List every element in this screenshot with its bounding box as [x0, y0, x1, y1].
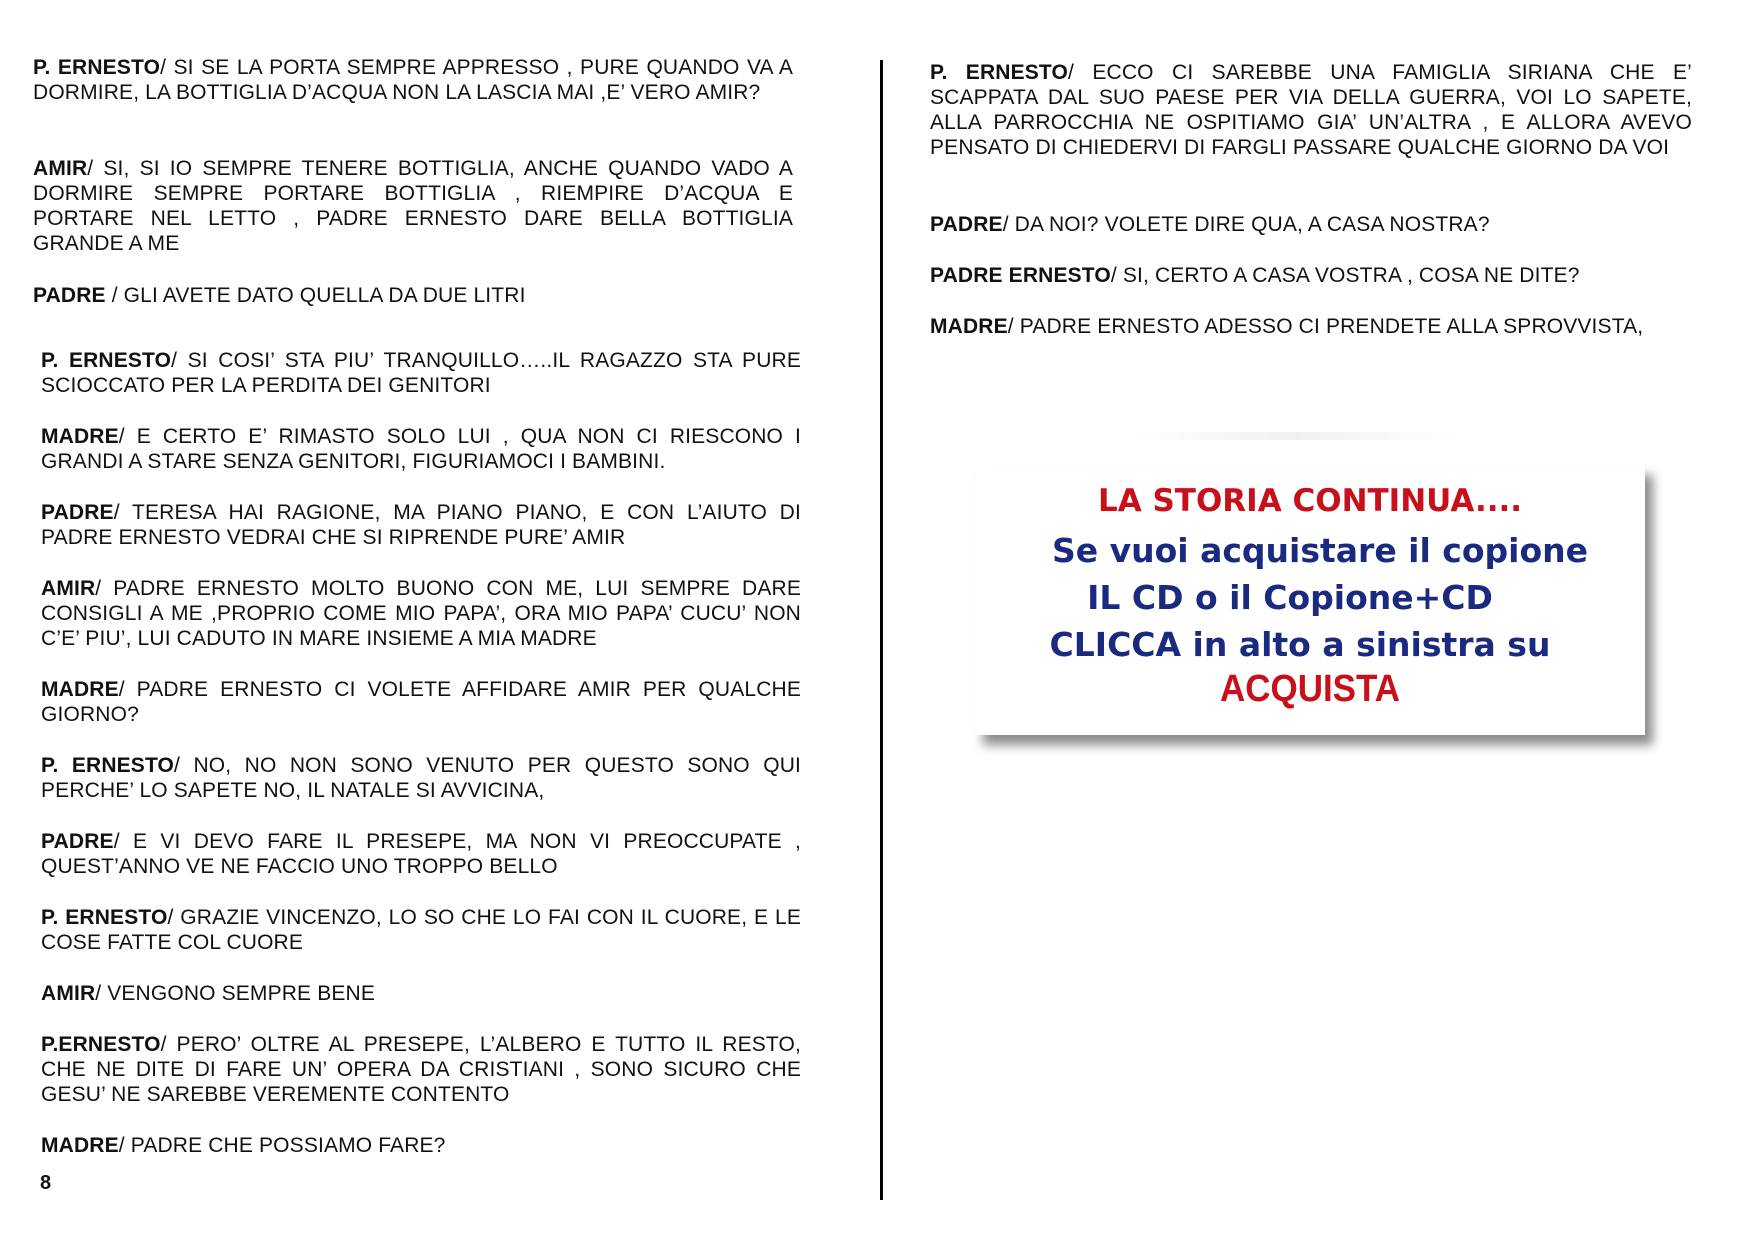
- dialogue-line: [930, 314, 1692, 339]
- dialogue-text: / SI, SI IO SEMPRE TENERE BOTTIGLIA, ANCHE QUANDO VADO A DORMIRE SEMPRE PORTARE BOTTIGLIA , RIEMPIRE D’ACQUA E PORTARE NEL LETTO , PADRE ERNESTO DARE BELLA BOTTIGLIA GRANDE A ME: [33, 157, 793, 255]
- dialogue-line: [41, 753, 801, 803]
- dialogue-text: / ECCO CI SAREBBE UNA FAMIGLIA SIRIANA CHE E’ SCAPPATA DAL SUO PAESE PER VIA DELLA GUERRA, VOI LO SAPETE, ALLA PARROCCHIA NE OSPITIAMO GIA’ UN’ALTRA , E ALLORA AVEVO PENSATO DI CHIEDERVI DI FARGLI PASSARE QUALCHE GIORNO DA VOI: [930, 61, 1693, 159]
- speaker-name: PADRE: [41, 501, 114, 524]
- speaker-name: MADRE: [41, 425, 119, 448]
- dialogue-line: [41, 1133, 801, 1158]
- dialogue-text: / DA NOI? VOLETE DIRE QUA, A CASA NOSTRA?: [1002, 213, 1490, 236]
- faint-scan-artifact: [1130, 432, 1460, 440]
- dialogue-text: / SI COSI’ STA PIU’ TRANQUILLO…..IL RAGAZZO STA PURE SCIOCCATO PER LA PERDITA DEI GENITORI: [41, 349, 801, 397]
- dialogue-text: / PADRE ERNESTO CI VOLETE AFFIDARE AMIR PER QUALCHE GIORNO?: [41, 678, 801, 726]
- speaker-name: P. ERNESTO: [41, 754, 175, 777]
- purchase-promo-banner[interactable]: [975, 465, 1645, 735]
- dialogue-text: / SI, CERTO A CASA VOSTRA , COSA NE DITE?: [1110, 264, 1580, 287]
- dialogue-line: [33, 55, 793, 105]
- dialogue-text: / GRAZIE VINCENZO, LO SO CHE LO FAI CON IL CUORE, E LE COSE FATTE COL CUORE: [41, 906, 801, 954]
- dialogue-text: / TERESA HAI RAGIONE, MA PIANO PIANO, E CON L’AIUTO DI PADRE ERNESTO VEDRAI CHE SI RIPRENDE PURE’ AMIR: [41, 501, 801, 549]
- dialogue-line: [930, 263, 1692, 288]
- speaker-name: P. ERNESTO: [930, 61, 1068, 84]
- dialogue-text: / PADRE ERNESTO MOLTO BUONO CON ME, LUI SEMPRE DARE CONSIGLI A ME ,PROPRIO COME MIO PAPA’, ORA MIO PAPA’ CUCU’ NON C’E’ PIU’, LUI CADUTO IN MARE INSIEME A MIA MADRE: [41, 577, 801, 650]
- dialogue-line: [41, 424, 801, 474]
- dialogue-line: [41, 1032, 801, 1107]
- speaker-name: PADRE: [930, 213, 1003, 236]
- promo-cd-options: IL CD o il Copione+CD: [1087, 578, 1493, 617]
- dialogue-line: [41, 981, 801, 1006]
- dialogue-text: / SI SE LA PORTA SEMPRE APPRESSO , PURE QUANDO VA A DORMIRE, LA BOTTIGLIA D’ACQUA NON LA LASCIA MAI ,E’ VERO AMIR?: [33, 56, 794, 104]
- speaker-name: MADRE: [41, 1134, 119, 1157]
- dialogue-line: [930, 212, 1692, 237]
- promo-click-instruction: CLICCA in alto a sinistra su: [1049, 625, 1551, 664]
- speaker-name: PADRE: [33, 284, 106, 307]
- speaker-name: MADRE: [930, 315, 1008, 338]
- speaker-name: P.ERNESTO: [41, 1033, 161, 1056]
- dialogue-line: [33, 156, 793, 256]
- dialogue-line: [41, 829, 801, 879]
- dialogue-text: / PERO’ OLTRE AL PRESEPE, L’ALBERO E TUTTO IL RESTO, CHE NE DITE DI FARE UN’ OPERA DA CRISTIANI , SONO SICURO CHE GESU’ NE SAREBBE VEREMENTE CONTENTO: [41, 1033, 801, 1106]
- speaker-name: PADRE: [41, 830, 114, 853]
- dialogue-text: / E CERTO E’ RIMASTO SOLO LUI , QUA NON CI RIESCONO I GRANDI A STARE SENZA GENITORI, FIGURIAMOCI I BAMBINI.: [41, 425, 801, 473]
- speaker-name: AMIR: [41, 982, 96, 1005]
- dialogue-text: / GLI AVETE DATO QUELLA DA DUE LITRI: [105, 284, 526, 307]
- page-number: 8: [40, 1172, 52, 1194]
- column-divider: [880, 60, 883, 1200]
- dialogue-text: / PADRE CHE POSSIAMO FARE?: [118, 1134, 446, 1157]
- dialogue-line: [930, 60, 1692, 160]
- dialogue-line: [33, 283, 793, 308]
- dialogue-line: [41, 905, 801, 955]
- speaker-name: AMIR: [41, 577, 96, 600]
- dialogue-line: [41, 576, 801, 651]
- speaker-name: PADRE ERNESTO: [930, 264, 1111, 287]
- dialogue-line: [41, 500, 801, 550]
- promo-buy-script: Se vuoi acquistare il copione: [1051, 531, 1589, 570]
- dialogue-line: [41, 348, 801, 398]
- dialogue-text: / NO, NO NON SONO VENUTO PER QUESTO SONO QUI PERCHE’ LO SAPETE NO, IL NATALE SI AVVICINA,: [41, 754, 801, 802]
- dialogue-text: / VENGONO SEMPRE BENE: [95, 982, 375, 1005]
- dialogue-line: [41, 677, 801, 727]
- speaker-name: P. ERNESTO: [41, 349, 172, 372]
- promo-acquista-label: ACQUISTA: [1220, 668, 1400, 710]
- promo-story-continues: LA STORIA CONTINUA....: [1097, 483, 1523, 519]
- speaker-name: P. ERNESTO: [33, 56, 161, 79]
- dialogue-text: / E VI DEVO FARE IL PRESEPE, MA NON VI PREOCCUPATE , QUEST’ANNO VE NE FACCIO UNO TROPPO BELLO: [41, 830, 801, 878]
- dialogue-text: / PADRE ERNESTO ADESSO CI PRENDETE ALLA SPROVVISTA,: [1007, 315, 1644, 338]
- speaker-name: MADRE: [41, 678, 119, 701]
- speaker-name: AMIR: [33, 157, 88, 180]
- speaker-name: P. ERNESTO: [41, 906, 168, 929]
